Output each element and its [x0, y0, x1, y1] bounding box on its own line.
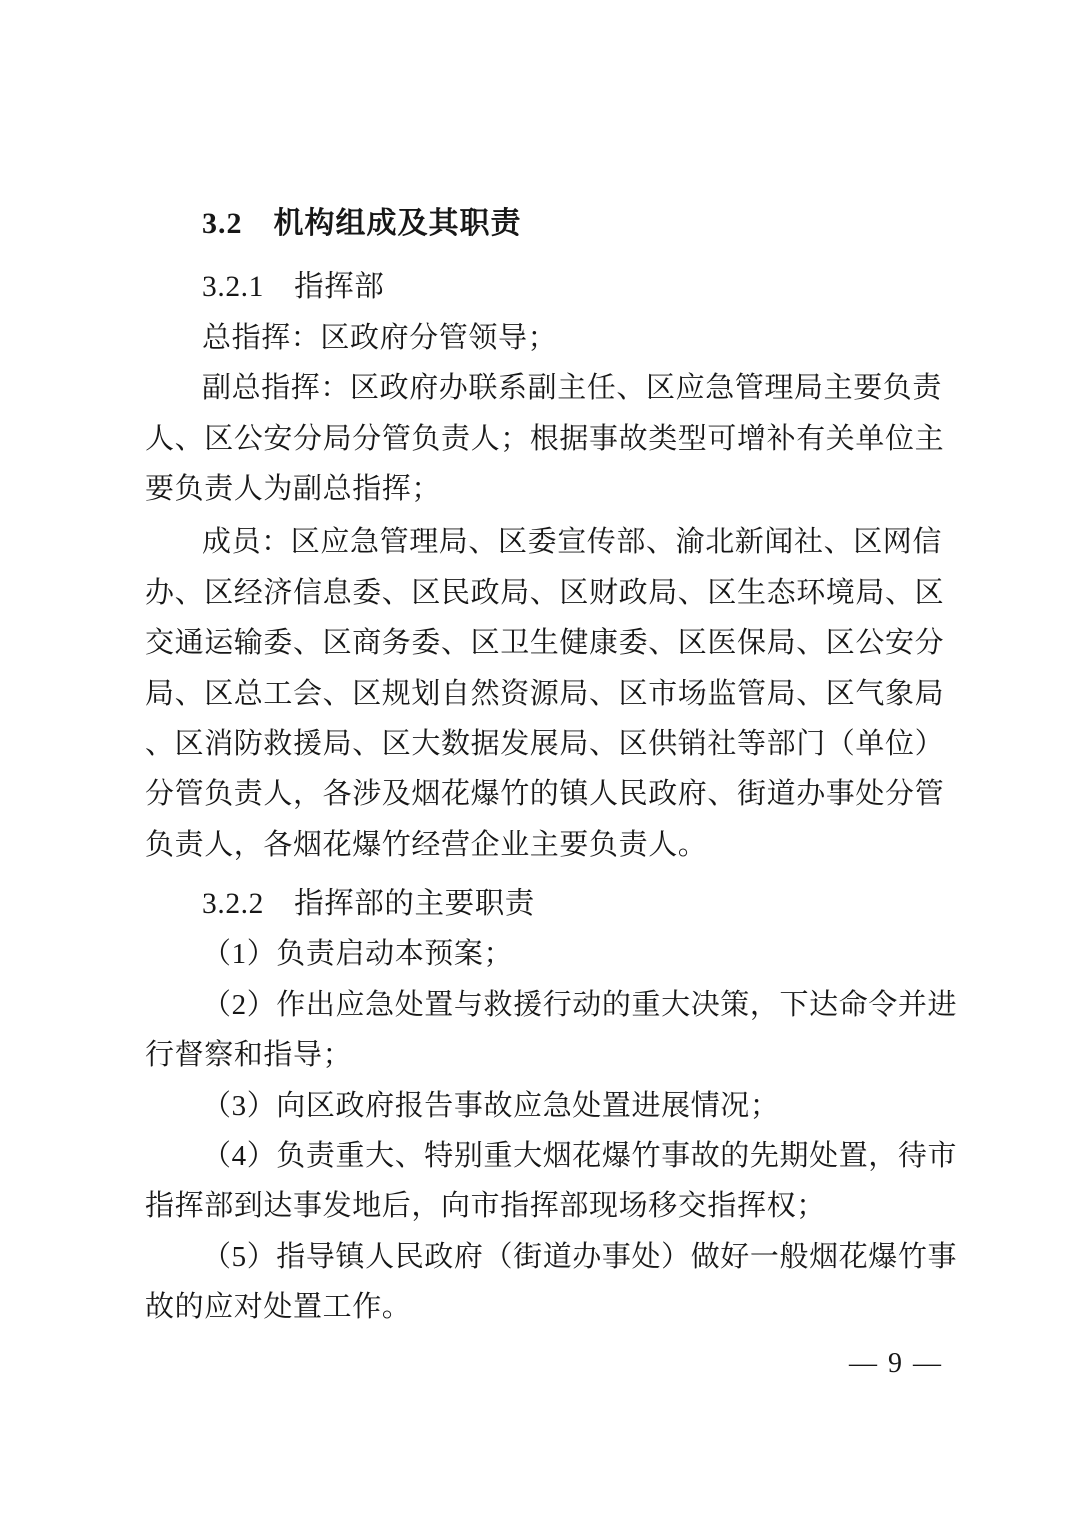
duty-item-5-line: （5）指导镇人民政府（街道办事处）做好一般烟花爆竹事 — [202, 1240, 958, 1273]
page-number: — 9 — — [849, 1348, 943, 1379]
duty-item-5-line: 故的应对处置工作。 — [145, 1291, 412, 1324]
duty-item-4-line: 指挥部到达事发地后，向市指挥部现场移交指挥权； — [145, 1190, 826, 1223]
paragraph-deputy-commander-line: 要负责人为副总指挥； — [145, 472, 442, 505]
paragraph-members-line: 局、区总工会、区规划自然资源局、区市场监管局、区气象局 — [145, 677, 945, 710]
paragraph-commander-line: 总指挥：区政府分管领导； — [202, 321, 558, 354]
paragraph-members-line: 成员：区应急管理局、区委宣传部、渝北新闻社、区网信 — [202, 526, 943, 559]
paragraph-members-line: 办、区经济信息委、区民政局、区财政局、区生态环境局、区 — [145, 576, 945, 609]
duty-item-2-line: （2）作出应急处置与救援行动的重大决策，下达命令并进 — [202, 988, 958, 1021]
paragraph-members-line: 交通运输委、区商务委、区卫生健康委、区医保局、区公安分 — [145, 627, 945, 660]
duty-item-3-line: （3）向区政府报告事故应急处置进展情况； — [202, 1089, 780, 1122]
paragraph-members-line: 、区消防救援局、区大数据发展局、区供销社等部门（单位） — [145, 727, 945, 760]
section-heading-3-2: 3.2 机构组成及其职责 — [202, 207, 522, 240]
duty-item-1-line: （1）负责启动本预案； — [202, 938, 514, 971]
duty-item-4-line: （4）负责重大、特别重大烟花爆竹事故的先期处置，待市 — [202, 1140, 958, 1173]
paragraph-deputy-commander-line: 人、区公安分局分管负责人；根据事故类型可增补有关单位主 — [145, 422, 945, 455]
section-heading-3-2-2: 3.2.2 指挥部的主要职责 — [202, 888, 535, 921]
document-body — [145, 199, 958, 1333]
section-heading-3-2-1: 3.2.1 指挥部 — [202, 271, 385, 304]
duty-item-2-line: 行督察和指导； — [145, 1039, 353, 1072]
paragraph-members-line: 负责人，各烟花爆竹经营企业主要负责人。 — [145, 828, 708, 861]
paragraph-members-line: 分管负责人，各涉及烟花爆竹的镇人民政府、街道办事处分管 — [145, 778, 945, 811]
paragraph-deputy-commander-line: 副总指挥：区政府办联系副主任、区应急管理局主要负责 — [202, 372, 943, 405]
